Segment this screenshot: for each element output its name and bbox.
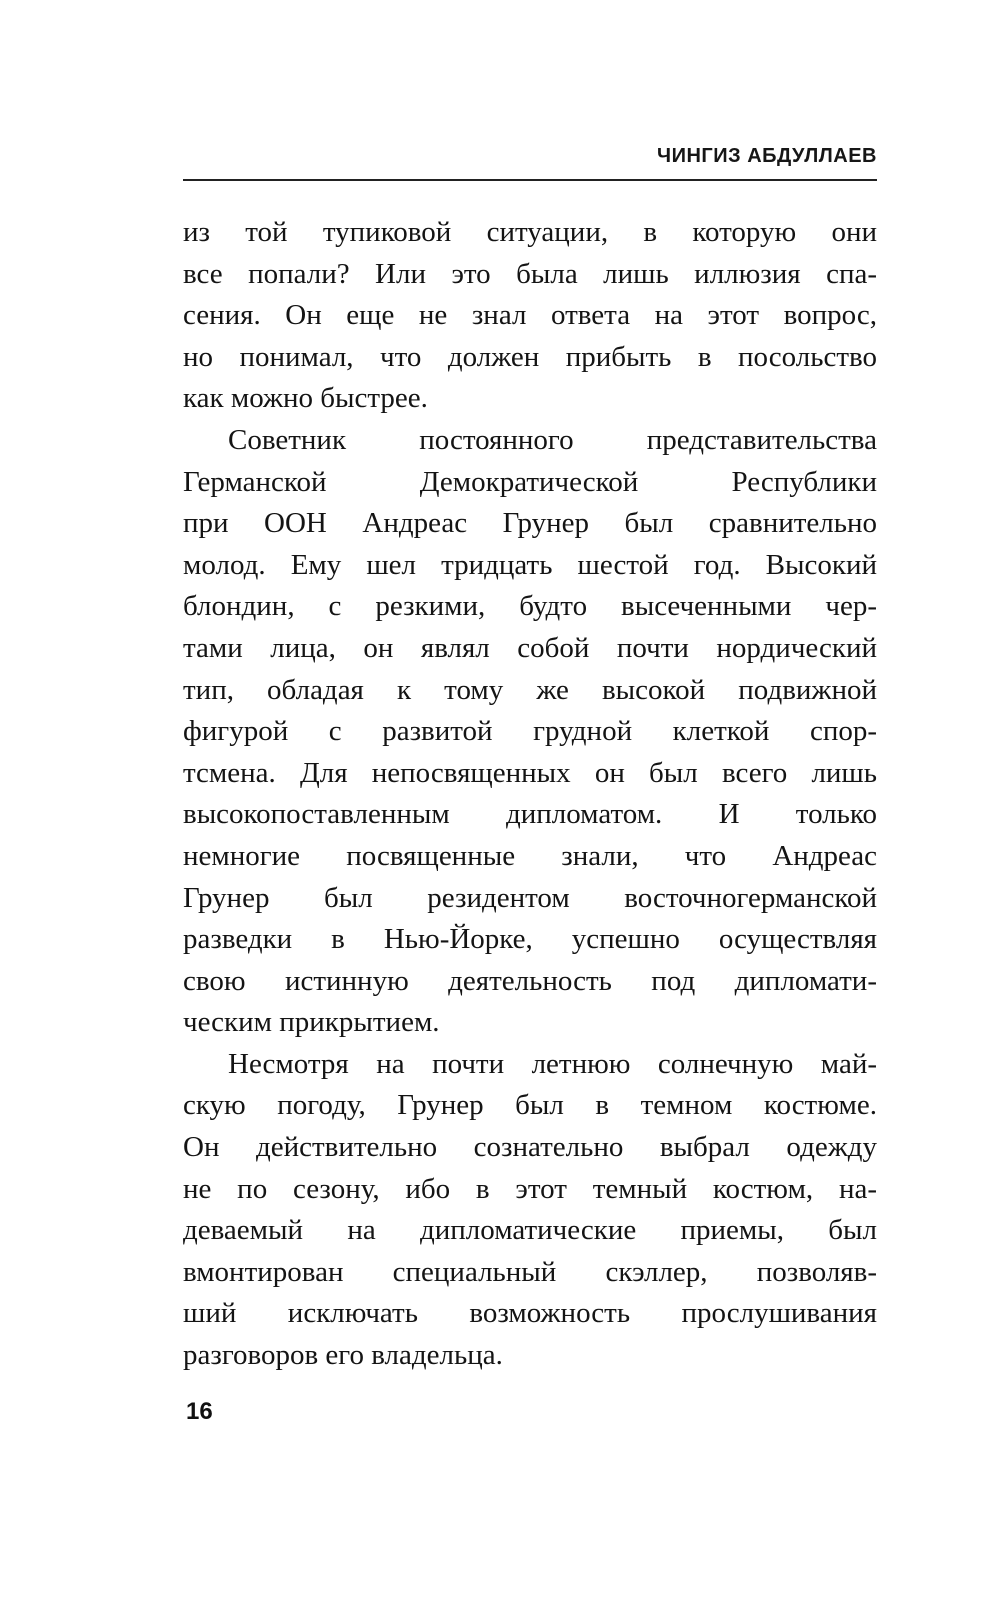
page-text (183, 212, 877, 1377)
text-line: ший исключать возможность прослушивания (183, 1297, 877, 1330)
text-line: немногие посвященные знали, что Андреас (183, 839, 877, 872)
text-line: не по сезону, ибо в этот темный костюм, на- (183, 1172, 877, 1205)
text-line: Он действительно сознательно выбрал одежду (183, 1131, 877, 1164)
text-line: ческим прикрытием. (183, 1006, 440, 1039)
text-line: свою истинную деятельность под дипломати- (183, 964, 877, 997)
text-line: Несмотря на почти летнюю солнечную май- (228, 1047, 877, 1080)
text-line: молод. Ему шел тридцать шестой год. Высокий (183, 548, 877, 581)
text-line: блондин, с резкими, будто высеченными чер- (183, 590, 877, 623)
text-line: высокопоставленным дипломатом. И только (183, 798, 877, 831)
text-line: фигурой с развитой грудной клеткой спор- (183, 715, 877, 748)
text-line: все попали? Или это была лишь иллюзия спа- (183, 257, 877, 290)
paragraph (183, 212, 877, 420)
text-line: разведки в Нью-Йорке, успешно осуществляя (183, 923, 877, 956)
text-line: тами лица, он являл собой почти нордический (183, 631, 877, 664)
text-line: но понимал, что должен прибыть в посольство (183, 340, 877, 373)
text-line: вмонтирован специальный скэллер, позволяв- (183, 1255, 877, 1288)
page-number: 16 (186, 1398, 213, 1425)
text-line: деваемый на дипломатические приемы, был (183, 1214, 877, 1247)
text-line: разговоров его владельца. (183, 1339, 503, 1372)
running-header-author: ЧИНГИЗ АБДУЛЛАЕВ (657, 145, 877, 167)
text-line: сения. Он еще не знал ответа на этот вопрос, (183, 299, 877, 332)
text-line: тип, обладая к тому же высокой подвижной (183, 673, 877, 706)
paragraph (183, 1044, 877, 1377)
text-line: Грунер был резидентом восточногерманской (183, 881, 877, 914)
text-line: Советник постоянного представительства (228, 423, 877, 456)
text-line: из той тупиковой ситуации, в которую они (183, 216, 877, 248)
text-line: Германской Демократической Республики (183, 465, 877, 498)
paragraph (183, 420, 877, 1044)
text-line: скую погоду, Грунер был в темном костюме. (183, 1089, 877, 1122)
text-line: как можно быстрее. (183, 382, 428, 415)
text-line: тсмена. Для непосвященных он был всего лишь (183, 756, 877, 789)
header-rule (183, 179, 877, 181)
text-line: при ООН Андреас Грунер был сравнительно (183, 507, 877, 540)
